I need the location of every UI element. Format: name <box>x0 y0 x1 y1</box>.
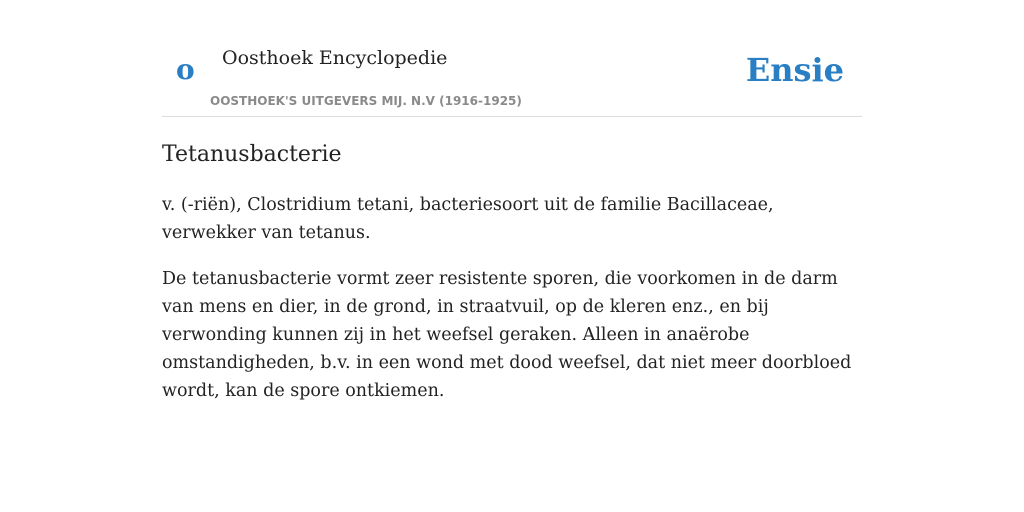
entry-title: Tetanusbacterie <box>162 142 342 167</box>
publisher-label: OOSTHOEK'S UITGEVERS MIJ. N.V (1916-1925) <box>210 94 522 108</box>
brand-logo-link[interactable]: Ensie <box>745 51 844 89</box>
source-logo-icon[interactable]: o <box>176 53 195 86</box>
entry-paragraph: v. (-riën), Clostridium tetani, bacteriesoort uit de familie Bacillaceae, verwekker van tetanus. <box>162 195 774 243</box>
entry-paragraph: De tetanusbacterie vormt zeer resistente sporen, die voorkomen in de darm van mens en dier, in de grond, in straatvuil, op de kleren enz., en bij verwonding kunnen zij in het weefsel geraken. Alleen in anaërobe omstandigheden, b.v. in een wond met dood weefsel, dat niet meer doorbloed wordt, kan de spore ontkiemen. <box>162 269 852 401</box>
entry-content <box>162 139 862 423</box>
source-header <box>162 40 862 117</box>
source-title[interactable]: Oosthoek Encyclopedie <box>222 47 448 69</box>
